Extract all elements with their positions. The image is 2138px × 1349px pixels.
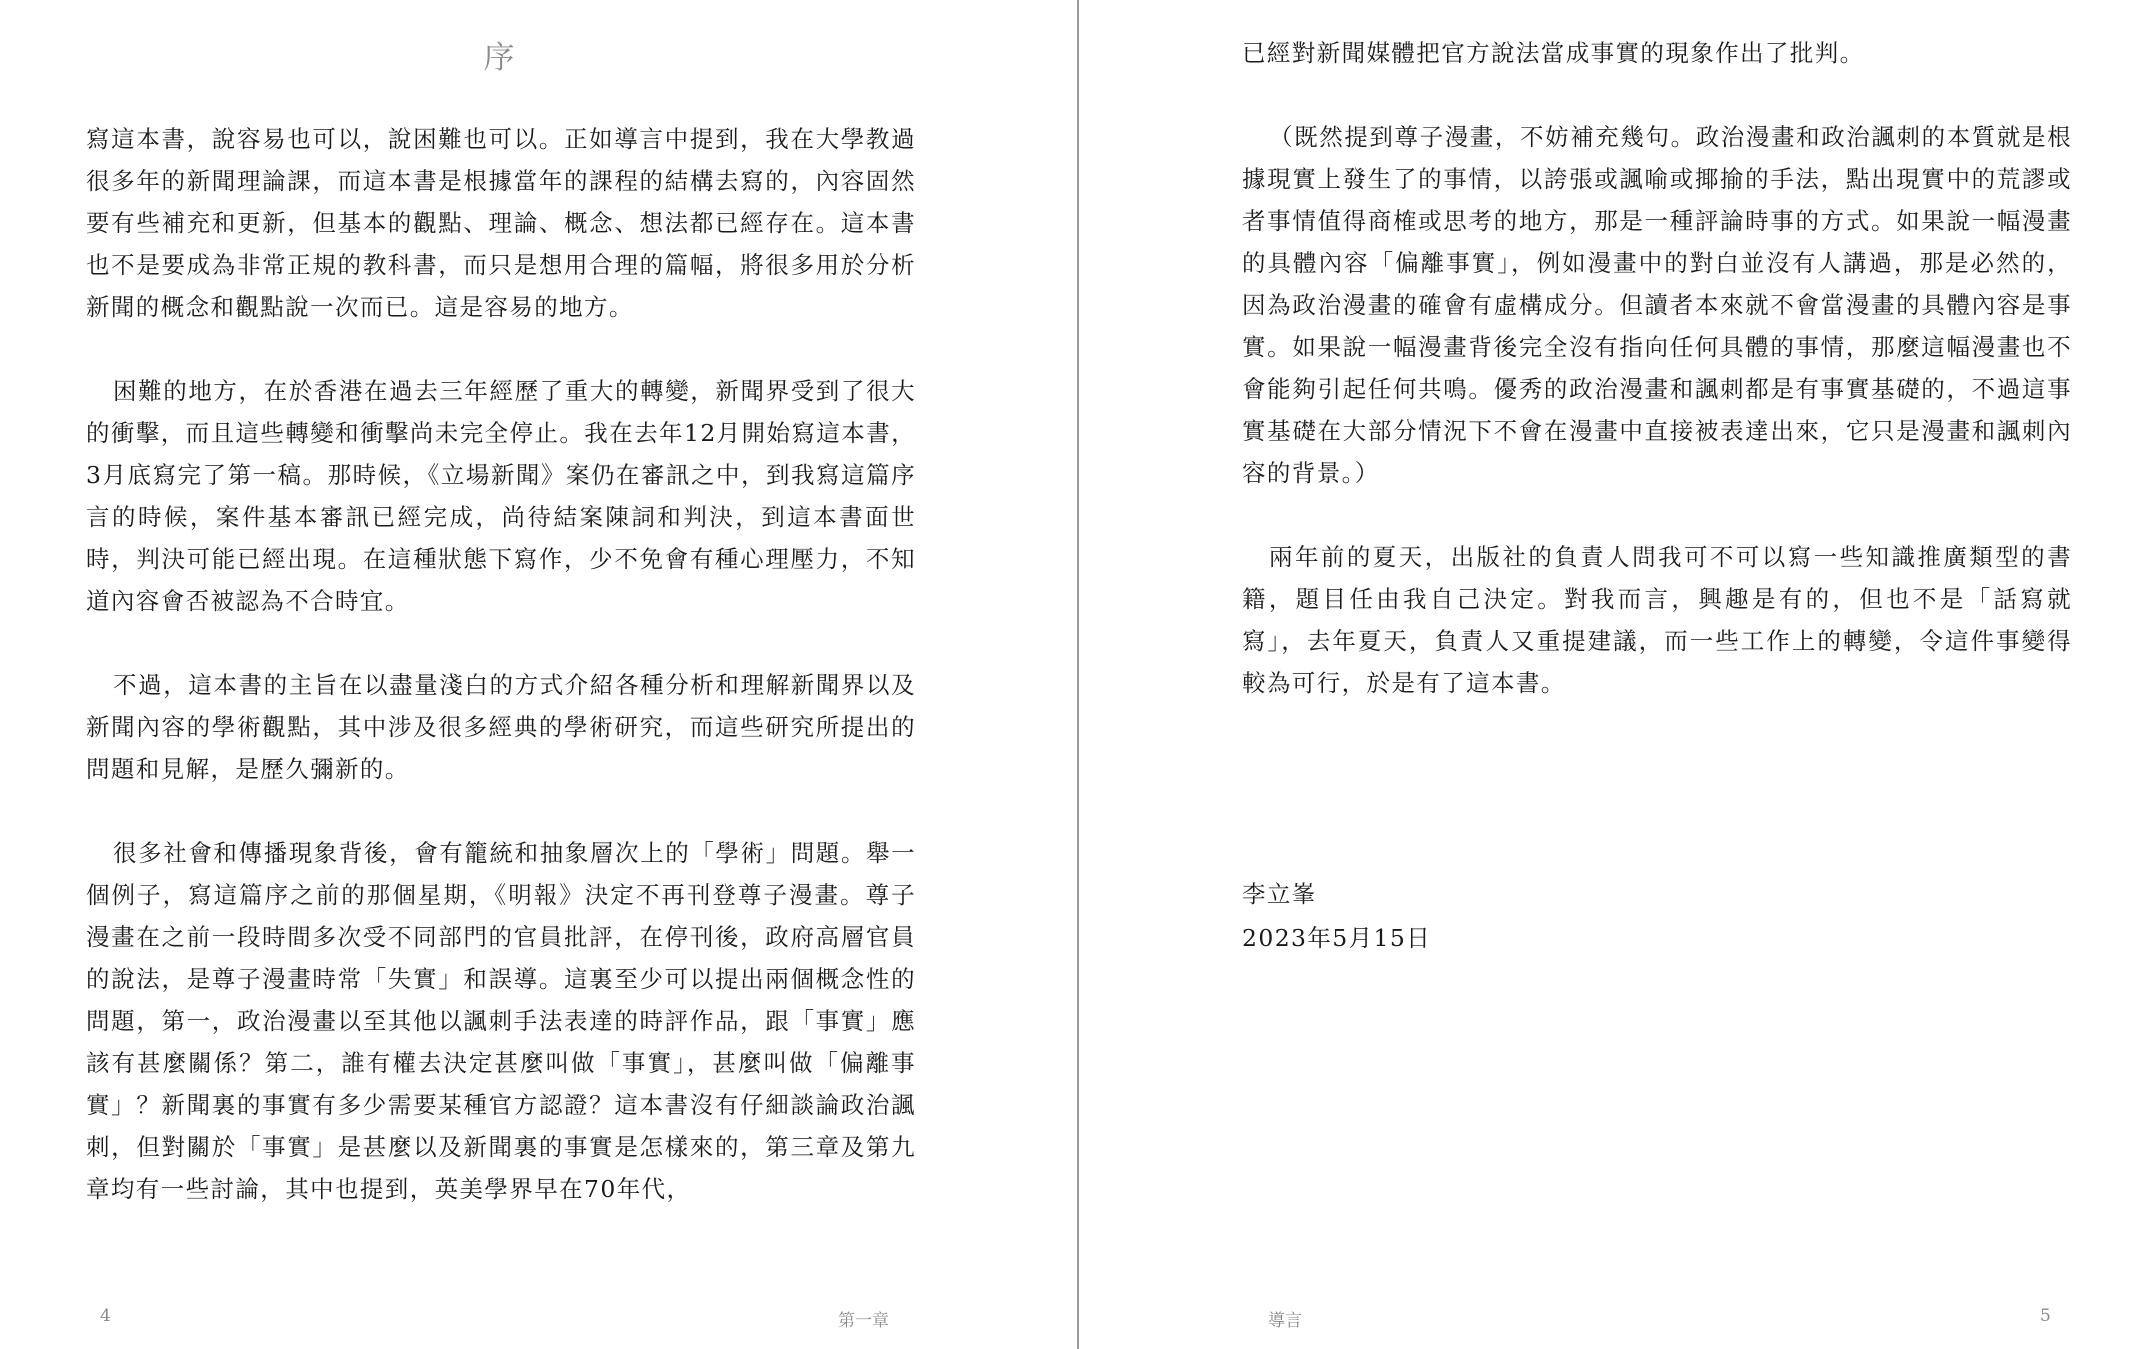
preface-title: 序 xyxy=(483,40,517,76)
running-head: 導言 xyxy=(1268,1311,1302,1331)
paragraph-continuation: 已經對新聞媒體把官方說法當成事實的現象作出了批判。 xyxy=(1242,39,1865,67)
right-page xyxy=(1080,0,2138,1349)
page-number: 4 xyxy=(100,1306,111,1326)
left-page-body xyxy=(86,118,916,1252)
paragraph: 不過，這本書的主旨在以盡量淺白的方式介紹各種分析和理解新聞界以及新聞內容的學術觀點，其中涉及很多經典的學術研究，而這些研究所提出的問題和見解，是歷久彌新的。 xyxy=(86,671,916,783)
paragraph: （既然提到尊子漫畫，不妨補充幾句。政治漫畫和政治諷刺的本質就是根據現實上發生了的事情，以誇張或諷喻或揶揄的手法，點出現實中的荒謬或者事情值得商榷或思考的地方，那是一種評論時事的方式。如果說一幅漫畫的具體內容「偏離事實」，例如漫畫中的對白並沒有人講過，那是必然的，因為政治漫畫的確會有虛構成分。但讀者本來就不會當漫畫的具體內容是事實。如果說一幅漫畫背後完全沒有指向任何具體的事情，那麼這幅漫畫也不會能夠引起任何共鳴。優秀的政治漫畫和諷刺都是有事實基礎的，不過這事實基礎在大部分情況下不會在漫畫中直接被表達出來，它只是漫畫和諷刺內容的背景。） xyxy=(1242,123,2072,487)
signature-date: 2023年5月15日 xyxy=(1242,924,1432,952)
author-name: 李立峯 xyxy=(1242,880,1317,908)
right-page-body xyxy=(1242,32,2072,746)
paragraph: 很多社會和傳播現象背後，會有籠統和抽象層次上的「學術」問題。舉一個例子，寫這篇序之前的那個星期，《明報》決定不再刊登尊子漫畫。尊子漫畫在之前一段時間多次受不同部門的官員批評，在停刊後，政府高層官員的說法，是尊子漫畫時常「失實」和誤導。這裏至少可以提出兩個概念性的問題，第一，政治漫畫以至其他以諷刺手法表達的時評作品，跟「事實」應該有甚麼關係？第二，誰有權去決定甚麼叫做「事實」，甚麼叫做「偏離事實」？新聞裏的事實有多少需要某種官方認證？這本書沒有仔細談論政治諷刺，但對關於「事實」是甚麼以及新聞裏的事實是怎樣來的，第三章及第九章均有一些討論，其中也提到，英美學界早在70年代， xyxy=(86,839,916,1203)
paragraph: 兩年前的夏天，出版社的負責人問我可不可以寫一些知識推廣類型的書籍，題目任由我自己決定。對我而言，興趣是有的，但也不是「話寫就寫」，去年夏天，負責人又重提建議，而一些工作上的轉變，令這件事變得較為可行，於是有了這本書。 xyxy=(1242,543,2072,697)
running-head: 第一章 xyxy=(838,1311,889,1331)
page-divider xyxy=(1077,0,1079,1349)
signature-block xyxy=(1242,872,1431,960)
paragraph: 寫這本書，說容易也可以，說困難也可以。正如導言中提到，我在大學教過很多年的新聞理論課，而這本書是根據當年的課程的結構去寫的，內容固然要有些補充和更新，但基本的觀點、理論、概念、想法都已經存在。這本書也不是要成為非常正規的教科書，而只是想用合理的篇幅，將很多用於分析新聞的概念和觀點說一次而已。這是容易的地方。 xyxy=(86,125,916,321)
paragraph: 困難的地方，在於香港在過去三年經歷了重大的轉變，新聞界受到了很大的衝擊，而且這些轉變和衝擊尚未完全停止。我在去年12月開始寫這本書，3月底寫完了第一稿。那時候，《立場新聞》案仍在審訊之中，到我寫這篇序言的時候，案件基本審訊已經完成，尚待結案陳詞和判決，到這本書面世時，判決可能已經出現。在這種狀態下寫作，少不免會有種心理壓力，不知道內容會否被認為不合時宜。 xyxy=(86,377,916,615)
page-number: 5 xyxy=(2040,1306,2051,1326)
